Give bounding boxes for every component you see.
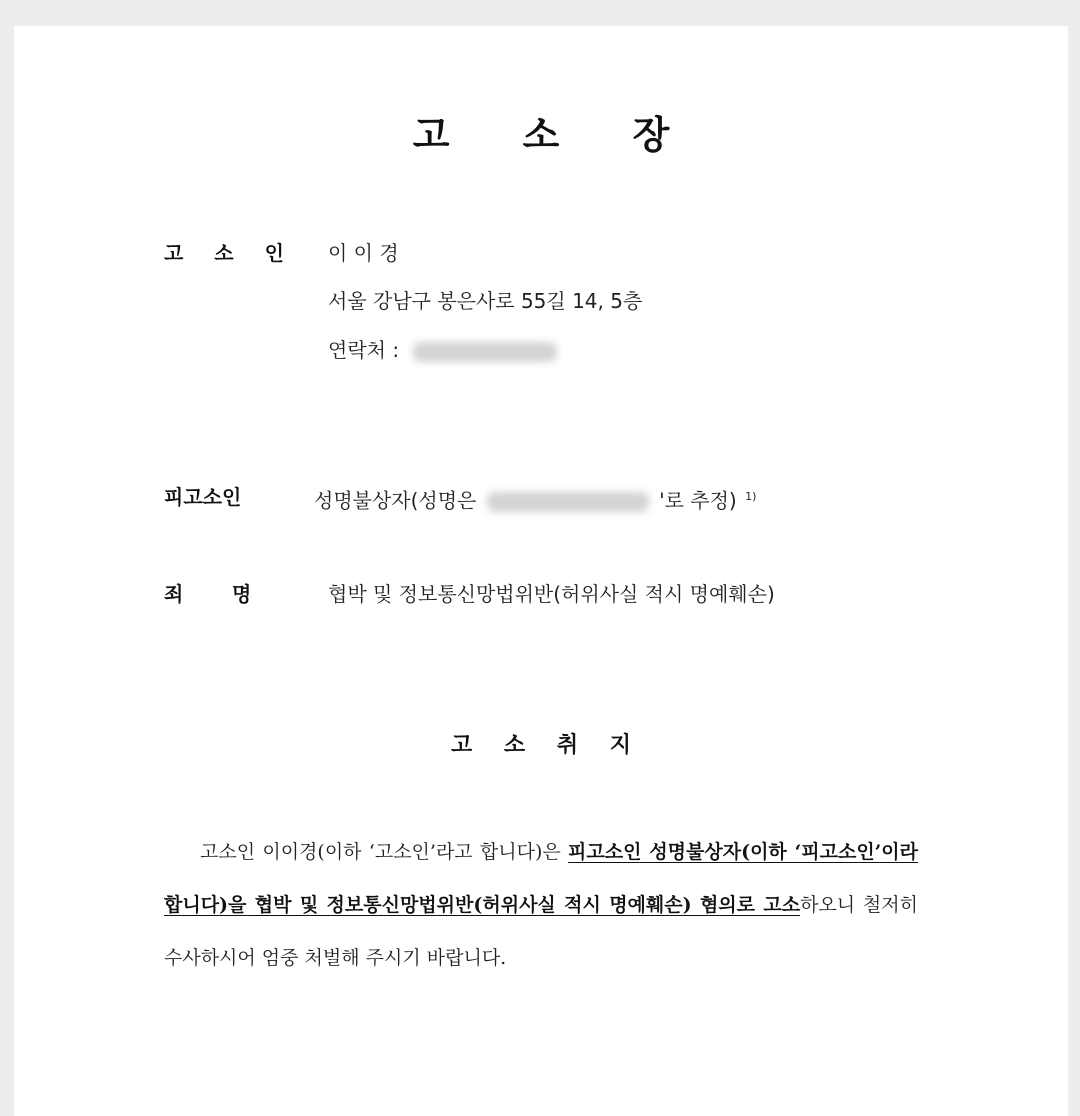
complainant-contact <box>328 337 557 363</box>
purpose-text-underlined: 피고소인 성명불상자(이하 ‘피고소인’이라 합니다)을 협박 및 정보통신망법위반(허위사실 적시 명예훼손) 혐의로 고소 <box>164 841 918 916</box>
charge-text: 협박 및 정보통신망법위반(허위사실 적시 명예훼손) <box>328 582 775 606</box>
document-title: 고 소 장 <box>412 113 700 157</box>
purpose-title: 고 소 취 지 <box>451 733 643 758</box>
defendant-text-after: '로 추정) <box>659 488 737 513</box>
purpose-text-2: 하오니 철저히 수사하시어 엄중 처벌해 주시기 바랍니다. <box>164 894 918 969</box>
complainant-label: 고 소 인 <box>164 241 296 265</box>
redacted-contact <box>413 342 557 362</box>
complainant-address: 서울 강남구 봉은사로 55길 14, 5층 <box>328 289 643 313</box>
defendant-label: 피고소인 <box>164 485 242 509</box>
footnote-marker: 1) <box>745 490 757 503</box>
defendant-text-before: 성명불상자(성명은 <box>314 488 477 513</box>
defendant-value <box>314 484 756 514</box>
purpose-paragraph <box>164 826 918 985</box>
redacted-name <box>487 492 649 512</box>
complainant-name: 이 이 경 <box>328 241 399 265</box>
document-page <box>14 26 1068 1116</box>
contact-label: 연락처 : <box>328 338 400 362</box>
purpose-text-1: 고소인 이이경(이하 ‘고소인’라고 합니다)은 <box>200 841 569 863</box>
charge-label: 죄 명 <box>164 582 252 606</box>
